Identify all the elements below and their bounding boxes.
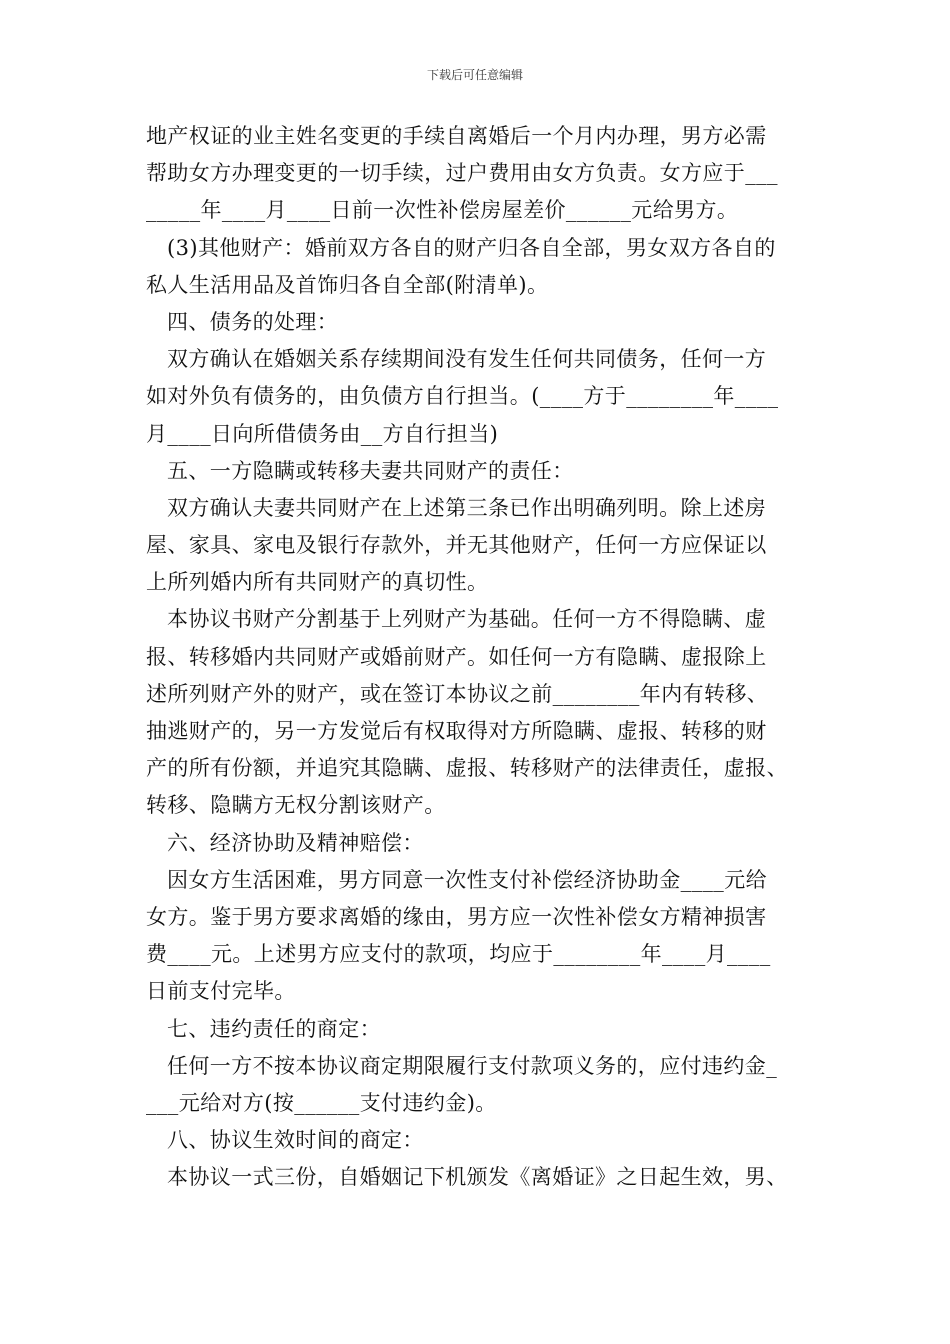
text-line: 因女方生活困难，男方同意一次性支付补偿经济协助金____元给 <box>167 867 767 892</box>
text-line: 月____日向所借债务由__方自行担当) <box>146 421 499 446</box>
page-header: 下载后可任意编辑 <box>426 68 523 82</box>
text-line: 八、协议生效时间的商定： <box>167 1128 424 1153</box>
text-line: 六、经济协助及精神赔偿： <box>167 830 424 855</box>
text-line: 五、一方隐瞒或转移夫妻共同财产的责任： <box>167 458 574 483</box>
text-line: ___元给对方(按______支付违约金)。 <box>146 1090 497 1115</box>
text-line: 双方确认在婚姻关系存续期间没有发生任何共同债务，任何一方 <box>167 347 767 372</box>
text-line: 双方确认夫妻共同财产在上述第三条已作出明确列明。除上述房 <box>167 495 767 520</box>
text-line: 本协议一式三份，自婚姻记下机颁发《离婚证》之日起生效，男、 <box>167 1165 788 1190</box>
text-line: 四、债务的处理： <box>167 309 339 334</box>
text-line: 私人生活用品及首饰归各自全部(附清单)。 <box>146 272 549 297</box>
text-line: 七、违约责任的商定： <box>167 1016 381 1041</box>
text-line: _____年____月____日前一次性补偿房屋差价______元给男方。 <box>146 198 739 223</box>
text-line: 费____元。上述男方应支付的款项，均应于________年____月____ <box>146 942 771 967</box>
text-line: 日前支付完毕。 <box>146 979 296 1004</box>
text-line: 抽逃财产的，另一方发觉后有权取得对方所隐瞒、虚报、转移的财 <box>146 719 767 743</box>
text-line: 地产权证的业主姓名变更的手续自离婚后一个月内办理，男方必需 <box>146 124 767 148</box>
text-line: (3)其他财产：婚前双方各自的财产归各自全部，男女双方各自的 <box>167 235 776 260</box>
text-line: 报、转移婚内共同财产或婚前财产。如任何一方有隐瞒、虚报除上 <box>146 644 767 669</box>
text-line: 本协议书财产分割基于上列财产为基础。任何一方不得隐瞒、虚 <box>167 607 767 632</box>
text-line: 如对外负有债务的，由负债方自行担当。(____方于________年____ <box>146 384 779 409</box>
document-body <box>146 118 822 1196</box>
text-line: 述所列财产外的财产，或在签订本协议之前________年内有转移、 <box>146 681 769 706</box>
text-line: 任何一方不按本协议商定期限履行支付款项义务的，应付违约金_ <box>167 1053 778 1078</box>
text-line: 上所列婚内所有共同财产的真切性。 <box>146 570 489 595</box>
text-line: 帮助女方办理变更的一切手续，过户费用由女方负责。女方应于___ <box>146 161 778 186</box>
text-line: 转移、隐瞒方无权分割该财产。 <box>146 793 446 818</box>
text-line: 女方。鉴于男方要求离婚的缘由，男方应一次性补偿女方精神损害 <box>146 904 767 929</box>
text-line: 产的所有份额，并追究其隐瞒、虚报、转移财产的法律责任，虚报、 <box>146 756 788 781</box>
text-line: 屋、家具、家电及银行存款外，并无其他财产，任何一方应保证以 <box>146 533 767 558</box>
